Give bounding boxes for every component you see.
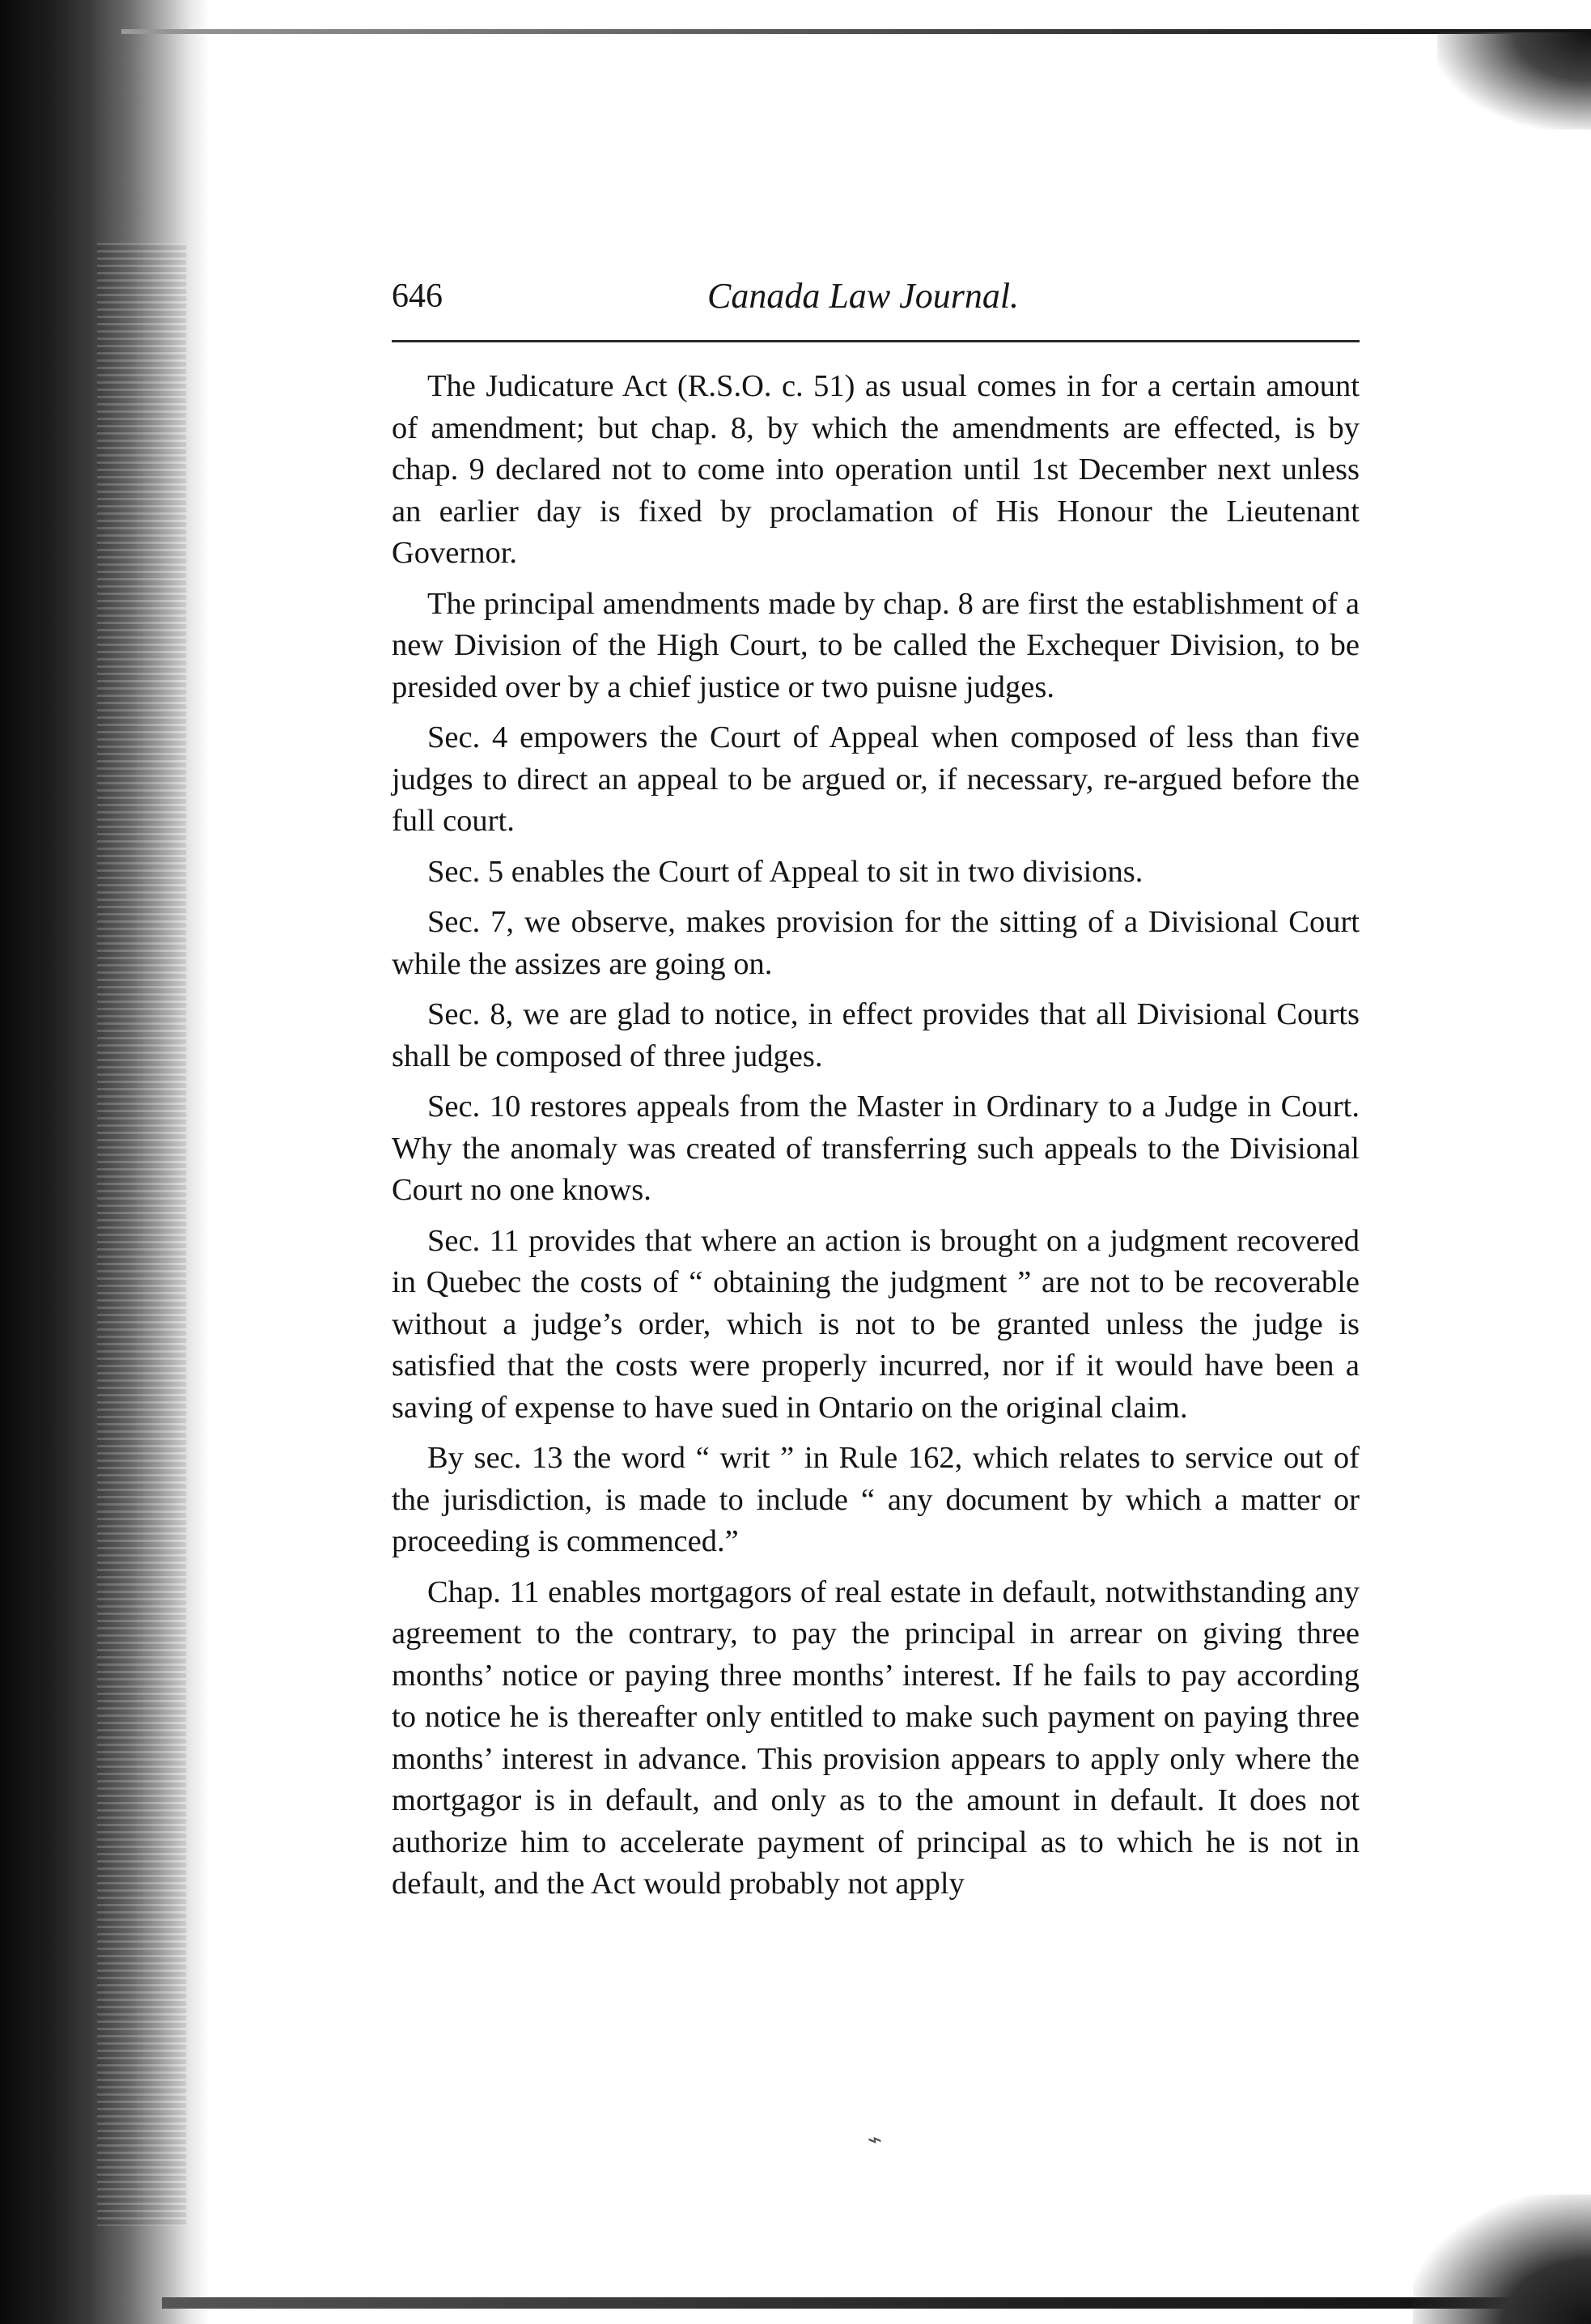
running-title: Canada Law Journal.	[707, 276, 1020, 316]
page-number: 646	[392, 278, 443, 315]
page-top-edge	[121, 29, 1591, 34]
paragraph: Sec. 11 provides that where an action is brought on a judgment recovered in Quebec the costs of “ obtaining the judgment ” are not to be recoverable without a judge’s order, which is not to be granted unless the judge is satisfied that the costs were properly incurred, nor if it would have been a saving of expense to have sued in Ontario on the original claim.	[392, 1223, 1360, 1425]
corner-shadow-top-right	[1437, 32, 1591, 130]
paragraph: The principal amendments made by chap. 8 are first the establishment of a new Division of the High Court, to be called the Exchequer Division, to be presided over by a chief justice or two puisne judges.	[392, 586, 1360, 704]
paragraph: Sec. 10 restores appeals from the Master in Ordinary to a Judge in Court. Why the anomaly was created of transferring such appeals to the Divisional Court no one knows.	[392, 1090, 1360, 1207]
article-body	[392, 366, 1360, 1914]
paragraph: By sec. 13 the word “ writ ” in Rule 162, which relates to service out of the jurisdiction, is made to include “ any document by which a matter or proceeding is commenced.”	[392, 1441, 1360, 1558]
paragraph: Sec. 4 empowers the Court of Appeal when composed of less than five judges to direct an appeal to be argued or, if necessary, re-argued before the full court.	[392, 720, 1360, 838]
corner-shadow-bottom-right	[1413, 2194, 1591, 2324]
paragraph: Chap. 11 enables mortgagors of real estate in default, notwithstanding any agreement to the contrary, to pay the principal in arrear on giving three months’ notice or paying three months’ interest. If he fails to pay according to notice he is thereafter only entitled to make such payment on paying three months’ interest in advance. This provision appears to apply only where the mortgagor is in default, and only as to the amount in default. It does not authorize him to accelerate payment of principal as to which he is not in default, and the Act would probably not apply	[392, 1574, 1360, 1901]
ink-smudge-mark: ⌁	[865, 2124, 885, 2156]
header-rule	[392, 340, 1360, 342]
paragraph: The Judicature Act (R.S.O. c. 51) as usual comes in for a certain amount of amendment; but chap. 8, by which the amendments are effected, is by chap. 9 declared not to come into operation until 1st December next unless an earlier day is fixed by proclamation of His Honour the Lieutenant Governor.	[392, 369, 1360, 570]
page-bottom-edge	[162, 2297, 1591, 2309]
page-header	[392, 272, 1366, 329]
paragraph: Sec. 8, we are glad to notice, in effect provides that all Divisional Courts shall be composed of three judges.	[392, 997, 1360, 1073]
paragraph: Sec. 5 enables the Court of Appeal to sit in two divisions.	[427, 854, 1143, 889]
paragraph: Sec. 7, we observe, makes provision for the sitting of a Divisional Court while the assizes are going on.	[392, 905, 1360, 981]
binding-texture	[97, 243, 186, 2226]
